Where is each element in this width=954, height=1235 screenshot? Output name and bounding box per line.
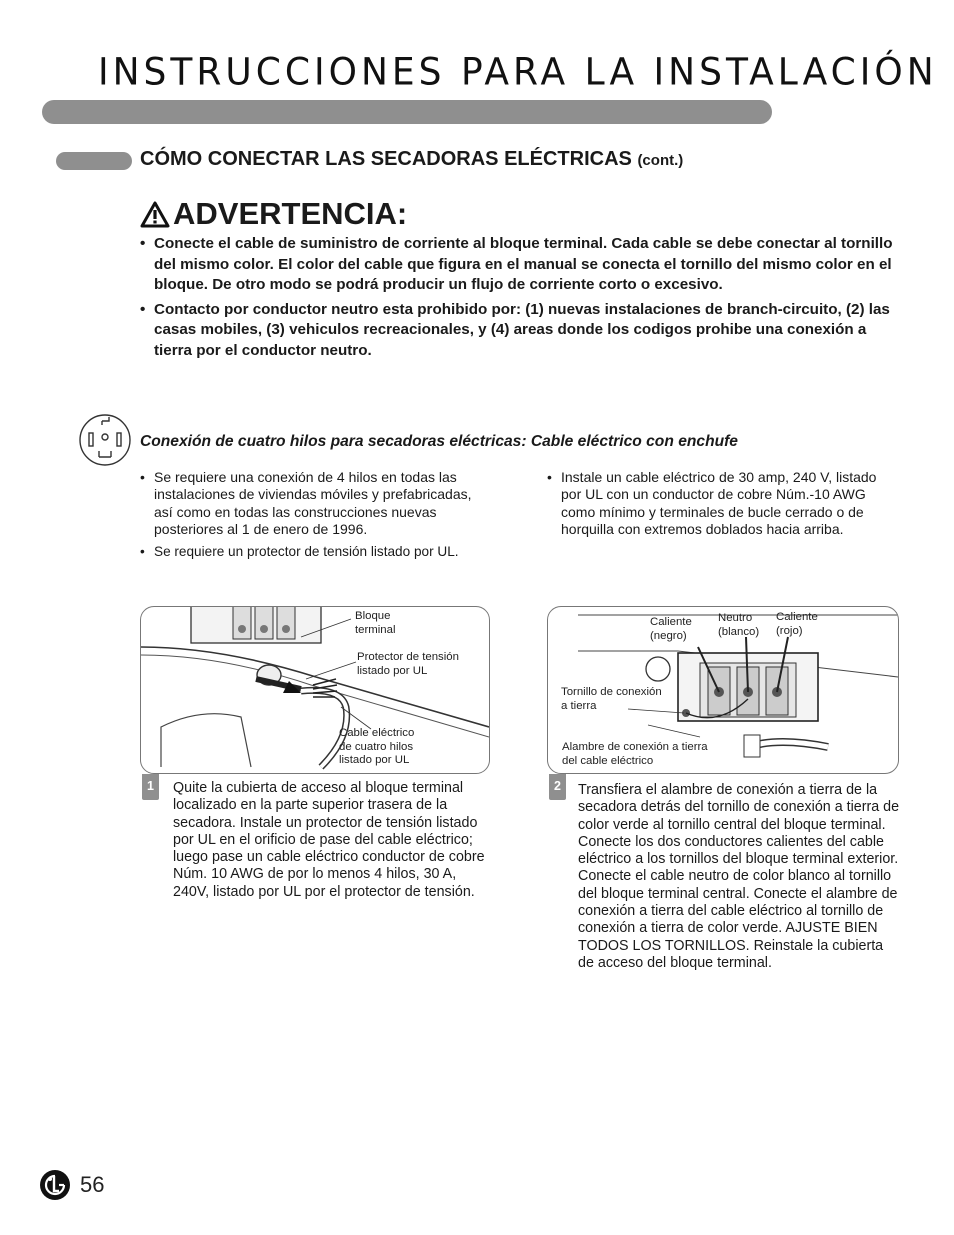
figure-2	[547, 606, 899, 774]
warning-item: • Conecte el cable de suministro de corriente al bloque terminal. Cada cable se debe conectar al tornillo del mismo color. El color del cable que figura en el manual se conecta el tornillo del mismo color en el bloque. De otro modo se podrá producir un flujo de corriente corto o excesivo.	[140, 234, 900, 296]
subsection-title-main: Conexión de cuatro hilos para secadoras eléctricas	[140, 433, 522, 450]
section-pill	[56, 152, 132, 170]
left-bullet: • Se requiere una conexión de 4 hilos en todas las instalaciones de viviendas móviles y prefabricadas, así como en todas las construcciones nuevas posteriores al 1 de enero de 1996.	[140, 469, 480, 538]
label-hot-red: Caliente (rojo)	[776, 611, 818, 637]
lg-logo-icon	[39, 1169, 71, 1201]
subsection-title	[140, 433, 738, 451]
title-bar	[42, 100, 772, 124]
label-strain-relief: Protector de tensión listado por UL	[357, 651, 459, 677]
warning-item: • Contacto por conductor neutro esta prohibido por: (1) nuevas instalaciones de branch-circuito, (2) las casas mobiles, (3) vehiculos recreacionales, y (4) areas donde los codigos prohibe una conexión a tierra por el conductor neutro.	[140, 300, 900, 362]
label-ground-screw: Tornillo de conexión a tierra	[561, 686, 662, 712]
right-bullet: • Instale un cable eléctrico de 30 amp, 240 V, listado por UL con un conductor de cobre Núm.-10 AWG como mínimo y terminales de bucle cerrado o de horquilla con extremos doblados hacia arriba.	[547, 469, 887, 538]
label-terminal-block: Bloque terminal	[355, 610, 396, 636]
label-ground-wire: Alambre de conexión a tierra del cable eléctrico	[562, 741, 708, 767]
four-prong-outlet-icon	[78, 413, 132, 467]
left-bullet: • Se requiere un protector de tensión listado por UL.	[140, 543, 480, 560]
label-hot-black: Caliente (negro)	[650, 616, 692, 642]
section-title-text: CÓMO CONECTAR LAS SECADORAS ELÉCTRICAS	[140, 148, 632, 170]
figure-1	[140, 606, 490, 774]
step-text: Quite la cubierta de acceso al bloque terminal localizado en la parte superior trasera de la secadora. Instale un protector de tensión listado por UL en el orificio de pase del cable eléctrico; luego pase un cable eléctrico conductor de cobre Núm. 10 AWG de por lo menos 4 hilos, 30 A, 240V, listado por UL por el protector de tensión.	[173, 780, 485, 900]
label-cord: Cable eléctrico de cuatro hilos listado por UL	[339, 727, 415, 767]
section-title-cont: (cont.)	[637, 152, 684, 169]
label-neutral-white: Neutro (blanco)	[718, 612, 760, 638]
left-column	[140, 469, 480, 565]
section-title	[140, 148, 683, 171]
page-title: INSTRUCCIONES PARA LA INSTALACIÓN	[98, 50, 938, 95]
step-number: 2	[549, 774, 566, 800]
figure-1-illustration	[141, 607, 489, 773]
warning-heading	[140, 196, 407, 232]
warning-heading-text: ADVERTENCIA:	[173, 196, 408, 231]
right-column	[547, 469, 887, 543]
subsection-title-rest: : Cable eléctrico con enchufe	[521, 433, 738, 450]
warning-list	[140, 234, 900, 365]
page-number: 56	[80, 1172, 105, 1197]
step-text: Transfiera el alambre de conexión a tierra de la secadora detrás del tornillo de conexión a tierra de color verde al tornillo central del bloque terminal. Conecte los dos conductores calientes del cable eléctrico a los tornillos del bloque terminal exterior. Conecte el cable neutro de color blanco al tornillo del bloque terminal central. Conecte el alambre de conexión a tierra del cable eléctrico al tornillo de conexión a tierra de color verde. AJUSTE BIEN TODOS LOS TORNILLOS. Reinstale la cubierta de acceso del bloque terminal.	[578, 782, 900, 971]
step-number: 1	[142, 774, 159, 800]
warning-icon	[140, 201, 170, 228]
